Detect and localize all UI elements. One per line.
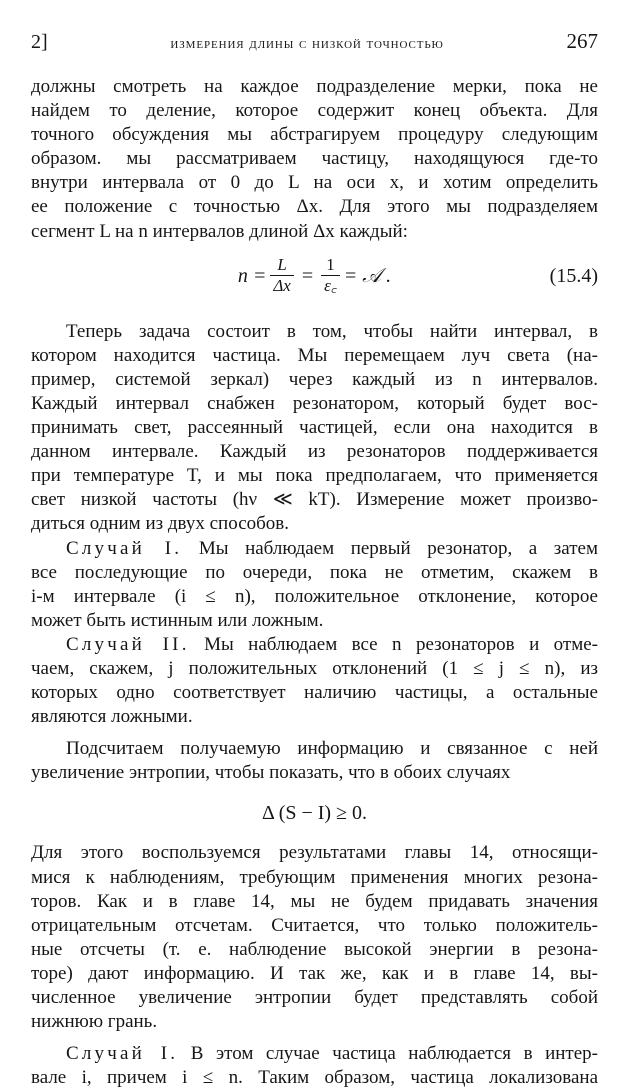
text-line: ные отсчеты (т. е. наблюдение высокой энергии в резона- (31, 938, 598, 960)
text-line: численное увеличение энтропии будет представлять собой (31, 987, 598, 1008)
formula-lhs: n = (237, 264, 267, 287)
text-line: найдем то деление, которое содержит конец объекта. Для (31, 100, 598, 122)
fraction-numerator: 1 (326, 255, 335, 275)
text-line: диться одним из двух способов. (31, 513, 290, 535)
text-line: отрицательным отсчетам. Считается, что только положитель- (31, 914, 598, 936)
equation-15-4 (31, 248, 598, 304)
text-line: котором находится частица. Мы перемещаем луч света (на- (31, 344, 598, 366)
text-line: ее положение с точностью Δx. Для этого мы подразделяем (31, 196, 598, 218)
page-number: 267 (566, 29, 598, 53)
case-text: Мы наблюдаем первый резонатор, а затем (198, 537, 599, 559)
running-title: измерения длины с низкой точностью (170, 35, 444, 52)
text-line: при температуре T, и мы пока предполагаем, что применяется (31, 465, 598, 487)
text-line: вале i, причем i ≤ n. Таким образом, частица локализована (31, 1067, 598, 1089)
text-line: все последующие по очереди, пока не отметим, скажем в (31, 561, 598, 583)
fraction-denominator: Δx (270, 275, 294, 295)
text-line (31, 1042, 598, 1066)
text-line: Теперь задача состоит в том, чтобы найти интервал, в (66, 320, 598, 342)
text-line: пример, системой зеркал) через каждый из n интервалов. (31, 368, 598, 390)
text-line: которых одно соответствует наличию частицы, а остальные (31, 682, 598, 704)
text-line: чаем, скажем, j положительных отклонений (1 ≤ j ≤ n), из (31, 657, 598, 679)
text-line: свет низкой частоты (hν ≪ kT). Измерение может произво- (31, 489, 598, 511)
text-line: точного обсуждения мы абстрагируем процедуру следующим (31, 124, 598, 146)
text-line: Для этого воспользуемся результатами главы 14, относящи- (31, 842, 598, 864)
text-line: увеличение энтропии, чтобы показать, что в обоих случаях (31, 762, 511, 784)
text-line: может быть истинным или ложным. (31, 609, 324, 631)
case-text: Мы наблюдаем все n резонаторов и отме- (204, 633, 598, 655)
text-line: являются ложными. (31, 706, 193, 728)
section-mark: 2] (31, 31, 48, 53)
text-line: i-м интервале (i ≤ n), положительное отклонение, которое (31, 585, 598, 607)
case-label: Случай I. (66, 1043, 179, 1065)
text-line: мися к наблюдениям, требующим применения многих резона- (31, 866, 598, 888)
text-line: принимать свет, рассеянный частицей, если она находится в (31, 417, 598, 439)
text-line: сегмент L на n интервалов длиной Δx каждый: (31, 220, 408, 242)
case-text: В этом случае частица наблюдается в интер- (190, 1043, 598, 1065)
paragraph-case-1 (31, 537, 598, 633)
paragraph-problem (31, 320, 598, 537)
case-label: Случай II. (66, 633, 190, 655)
text-line: Подсчитаем получаемую информацию и связанное с ней (66, 738, 598, 760)
paragraph-results (31, 841, 598, 1034)
text-line (31, 537, 598, 561)
case-label: Случай I. (66, 537, 183, 559)
paragraph-intro (31, 75, 598, 244)
text-line: торов. Как и в главе 14, мы не будем придавать значения (31, 890, 598, 912)
text-line: данном интервале. Каждый из резонаторов поддерживается (31, 441, 598, 463)
text-line: внутри интервала от 0 до L на оси x, и хотим определить (31, 172, 598, 194)
text-line: должны смотреть на каждое подразделение мерки, пока не (31, 76, 598, 97)
text-line: торе) дают информацию. И так же, как и в главе 14, вы- (31, 962, 598, 984)
text-line (31, 633, 598, 657)
paragraph-case-1-analysis (31, 1042, 598, 1090)
inequality-text: Δ (S − I) ≥ 0. (261, 802, 368, 825)
body-text (31, 75, 598, 1090)
text-line: образом. мы рассматриваем частицу, находящуюся где-то (31, 148, 598, 170)
equals-sign: = (301, 264, 314, 287)
page-header (31, 29, 598, 59)
text-line: Каждый интервал снабжен резонатором, который будет вос- (31, 392, 598, 414)
text-line: нижнюю грань. (31, 1011, 158, 1033)
fraction-denominator: ε꜀ (321, 275, 340, 295)
fraction-one-over-epsilon (321, 256, 340, 295)
entropy-inequality (31, 785, 598, 841)
equation-number: (15.4) (549, 264, 598, 287)
paragraph-count (31, 737, 598, 785)
fraction-numerator: L (277, 255, 287, 275)
formula-rhs: = 𝒜 . (343, 264, 392, 287)
paragraph-case-2 (31, 633, 598, 729)
fraction-l-over-dx (270, 256, 294, 295)
